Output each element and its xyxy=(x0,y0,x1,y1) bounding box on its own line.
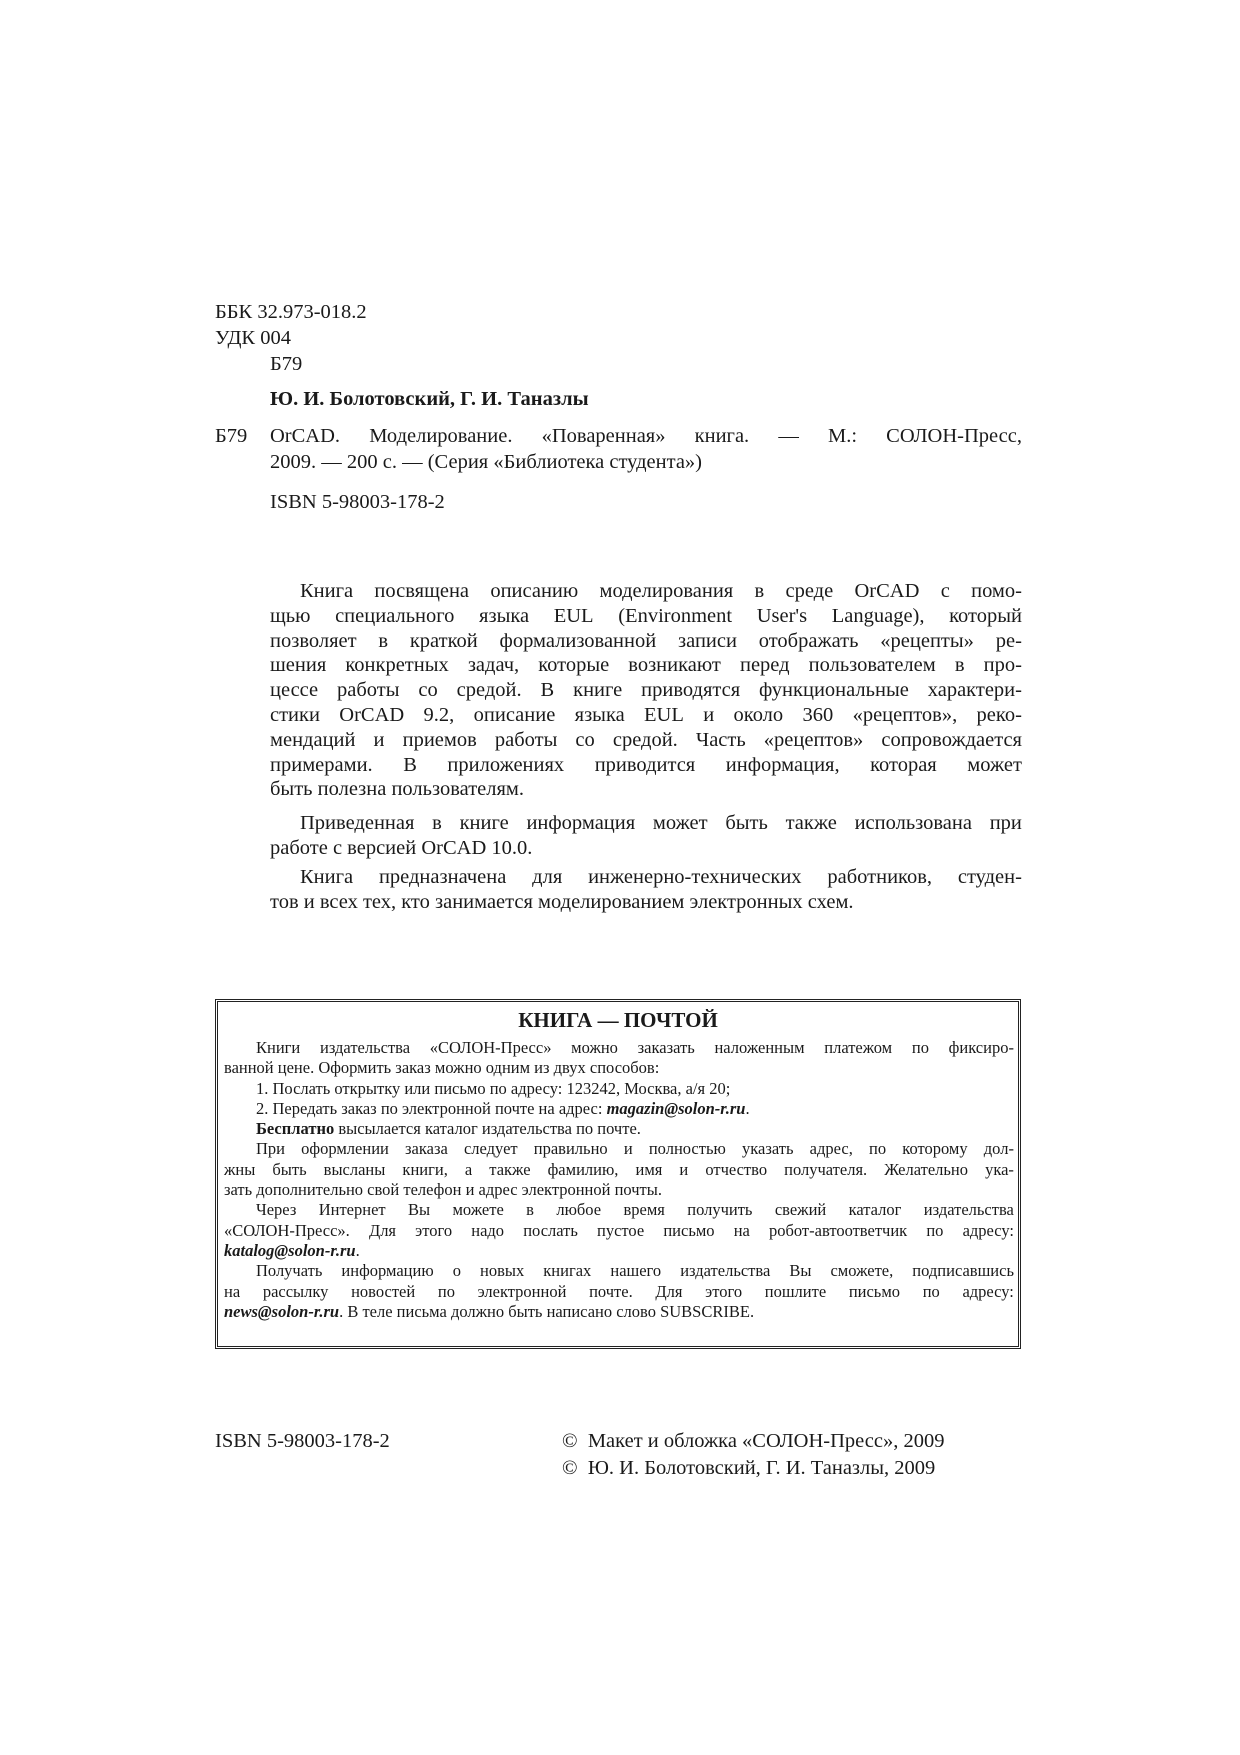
bbk-code: ББК 32.973-018.2 xyxy=(215,301,367,323)
text-line: ванной цене. Оформить заказ можно одним из двух способов: xyxy=(224,1058,660,1078)
word: моделирования xyxy=(599,580,734,602)
word: нашего xyxy=(610,1261,662,1281)
word: быть xyxy=(272,1159,307,1179)
word: и xyxy=(623,1139,633,1159)
word: EUL xyxy=(553,604,594,627)
title-word: «Поваренная» xyxy=(541,425,666,447)
footer-isbn: ISBN 5-98003-178-2 xyxy=(215,1430,390,1452)
text-line xyxy=(224,1302,1014,1322)
author-mark: Б79 xyxy=(270,353,303,375)
word: пустое xyxy=(597,1220,645,1240)
annotation-paragraph-1 xyxy=(270,579,1022,802)
word: описание xyxy=(473,703,556,726)
word: приводятся xyxy=(641,679,741,702)
book-by-mail-box xyxy=(215,999,1021,1349)
word: Получать xyxy=(256,1261,323,1281)
word: на xyxy=(224,1281,241,1301)
word: этого xyxy=(705,1281,743,1301)
word: языка xyxy=(574,703,625,726)
word: ре- xyxy=(995,629,1022,652)
word: сопровождается xyxy=(881,728,1022,751)
word: фамилию, xyxy=(547,1159,619,1179)
word: Для xyxy=(655,1281,683,1301)
word: позволяет xyxy=(270,629,357,652)
order-email-prefix: 2. Передать заказ по электронной почте на адрес: xyxy=(256,1098,603,1118)
word: имя xyxy=(635,1159,663,1179)
copyright-layout: © Макет и обложка «СОЛОН-Пресс», 2009 xyxy=(562,1430,945,1452)
word: и xyxy=(703,703,715,726)
catalog-email-end: . xyxy=(355,1240,360,1260)
authors: Ю. И. Болотовский, Г. И. Таназлы xyxy=(270,388,589,410)
text-line xyxy=(270,865,1022,890)
text-line xyxy=(224,1221,1014,1241)
word: по xyxy=(437,1281,455,1301)
word: «СОЛОН-Пресс» xyxy=(429,1038,552,1057)
word: по xyxy=(911,1038,929,1057)
bibliographic-title-line-2: 2009. — 200 с. — (Серия «Библиотека студента») xyxy=(270,451,703,473)
word: «рецептов» xyxy=(763,728,864,751)
word: заказа xyxy=(405,1139,448,1159)
word: каталог xyxy=(848,1200,902,1220)
text-line xyxy=(270,629,1022,654)
word: любое xyxy=(556,1200,602,1220)
word: в xyxy=(378,629,389,652)
word: Книги xyxy=(256,1038,301,1057)
word: Для xyxy=(368,1220,397,1240)
word: использована xyxy=(854,812,972,834)
word: около xyxy=(733,703,784,726)
word: дол- xyxy=(983,1139,1014,1159)
word: и xyxy=(679,1159,689,1179)
order-email-suffix: . xyxy=(745,1098,750,1118)
word: щью xyxy=(270,604,311,627)
word: который xyxy=(949,604,1022,627)
word: которая xyxy=(870,753,937,776)
word: следует xyxy=(463,1139,518,1159)
word: также xyxy=(785,812,837,834)
word: а xyxy=(464,1159,473,1179)
word: мендаций xyxy=(270,728,356,751)
word: цессе xyxy=(270,679,319,702)
word: пошлите xyxy=(764,1281,827,1301)
word: по xyxy=(869,1139,887,1159)
text-line xyxy=(270,678,1022,703)
entry-isbn: ISBN 5-98003-178-2 xyxy=(270,491,445,513)
word: конкретных xyxy=(345,654,449,677)
free-text: высылается каталог издательства по почте. xyxy=(334,1119,641,1139)
word: в xyxy=(754,580,765,602)
word: полностью xyxy=(648,1139,726,1159)
word: подписавшись xyxy=(912,1261,1014,1281)
word: книги, xyxy=(402,1159,448,1179)
word: OrCAD xyxy=(339,703,405,726)
word: в xyxy=(526,1200,534,1220)
word: отчество xyxy=(705,1159,768,1179)
entry-code: Б79 xyxy=(215,425,248,447)
word: жны xyxy=(224,1159,256,1179)
word: возникают xyxy=(628,654,721,677)
text-line: быть полезна пользователям. xyxy=(270,778,525,801)
word: наложенным xyxy=(714,1038,805,1057)
text-line xyxy=(224,1200,1014,1220)
word: Желательно xyxy=(884,1159,969,1179)
text-line xyxy=(224,1261,1014,1281)
title-word: М.: xyxy=(827,425,858,447)
text-line: тов и всех тех, кто занимается моделированием электронных схем. xyxy=(270,890,854,913)
word: при xyxy=(989,812,1022,834)
word: характери- xyxy=(927,679,1022,702)
word: можно xyxy=(571,1038,618,1057)
word: OrCAD xyxy=(854,580,920,602)
word: адресу: xyxy=(962,1220,1014,1240)
word: может xyxy=(652,812,708,834)
text-line xyxy=(270,728,1022,753)
word: получить xyxy=(687,1200,753,1220)
word: Вы xyxy=(408,1200,431,1220)
word: фиксиро- xyxy=(948,1038,1014,1057)
word: информация xyxy=(526,812,636,834)
word: отображать xyxy=(758,629,859,652)
word: адресу: xyxy=(962,1281,1014,1301)
word: реко- xyxy=(976,703,1022,726)
word: инженерно-технических xyxy=(588,866,802,888)
word: можете xyxy=(452,1200,504,1220)
word: «рецепты» xyxy=(880,629,974,652)
word: правильно xyxy=(533,1139,608,1159)
word: предназначена xyxy=(378,866,507,888)
word: «СОЛОН-Пресс». xyxy=(224,1220,350,1240)
word: стики xyxy=(270,703,320,726)
word: адрес, xyxy=(809,1139,853,1159)
word: Интернет xyxy=(318,1200,386,1220)
word: ука- xyxy=(985,1159,1014,1179)
word: высланы xyxy=(323,1159,386,1179)
word: задач, xyxy=(467,654,520,677)
word: издательства xyxy=(680,1261,771,1281)
box-title: КНИГА — ПОЧТОЙ xyxy=(518,1008,718,1032)
text-line xyxy=(270,604,1022,629)
text-line xyxy=(224,1282,1014,1302)
word: EUL xyxy=(644,703,684,726)
word: время xyxy=(623,1200,665,1220)
text-line xyxy=(224,1160,1014,1180)
box-text xyxy=(224,1038,1014,1322)
word: средой. xyxy=(612,728,678,751)
word: примерами. xyxy=(270,753,373,776)
word: письмо xyxy=(663,1220,715,1240)
word: о xyxy=(452,1261,461,1281)
udk-code: УДК 004 xyxy=(215,327,291,349)
word: студен- xyxy=(957,866,1022,888)
word: специального xyxy=(335,604,455,627)
text-line xyxy=(270,703,1022,728)
word: робот-автоответчик xyxy=(768,1220,908,1240)
order-email-link[interactable]: magazin@solon-r.ru xyxy=(606,1098,746,1118)
word: средой. xyxy=(456,679,522,702)
text-line xyxy=(270,579,1022,604)
text-line xyxy=(224,1038,1014,1058)
word: для xyxy=(532,866,563,888)
word: Часть xyxy=(695,728,746,751)
text-line xyxy=(224,1139,1014,1159)
text-line xyxy=(224,1099,1014,1119)
word: платежом xyxy=(824,1038,893,1057)
word: в xyxy=(954,654,965,677)
word: пользователем xyxy=(808,654,936,677)
word: которому xyxy=(902,1139,968,1159)
word: книге xyxy=(459,812,509,834)
title-word: СОЛОН-Пресс, xyxy=(886,425,1022,447)
free-label: Бесплатно xyxy=(256,1119,335,1139)
word: приводится xyxy=(594,753,696,776)
word: формализованной xyxy=(499,629,657,652)
text-line xyxy=(224,1119,1014,1139)
word: издательства xyxy=(319,1038,411,1057)
word: по xyxy=(922,1281,940,1301)
word: оформлении xyxy=(301,1139,389,1159)
word: про- xyxy=(983,654,1022,677)
word: информацию xyxy=(341,1261,434,1281)
word: User's xyxy=(756,604,808,627)
word: указать xyxy=(742,1139,794,1159)
word: «рецептов», xyxy=(852,703,958,726)
word: языка xyxy=(479,604,530,627)
word: Приведенная xyxy=(300,812,415,834)
title-word: Моделирование. xyxy=(369,425,513,447)
word: новостей xyxy=(351,1281,416,1301)
word: может xyxy=(967,753,1022,776)
word: со xyxy=(575,728,595,751)
bibliographic-title-line-1 xyxy=(270,423,1022,449)
word: и xyxy=(373,728,385,751)
word: работников, xyxy=(827,866,933,888)
word: также xyxy=(489,1159,531,1179)
word: функциональные xyxy=(759,679,909,702)
word: перед xyxy=(739,654,790,677)
word: почте. xyxy=(589,1281,633,1301)
word: быть xyxy=(725,812,768,834)
word: свежий xyxy=(774,1200,827,1220)
word: работы xyxy=(494,728,558,751)
word: описанию xyxy=(490,580,579,602)
title-word: книга. xyxy=(694,425,750,447)
word: (Environment xyxy=(618,604,733,627)
word: получателя. xyxy=(784,1159,868,1179)
word: В xyxy=(540,679,555,702)
news-email-end: . В теле письма должно быть написано слово SUBSCRIBE. xyxy=(339,1301,755,1321)
text-line xyxy=(270,811,1022,836)
word: послать xyxy=(523,1220,578,1240)
word: Через xyxy=(256,1200,297,1220)
text-line: зать дополнительно свой телефон и адрес электронной почты. xyxy=(224,1180,662,1200)
word: 9.2, xyxy=(423,703,455,726)
word: информация, xyxy=(725,753,840,776)
word: заказать xyxy=(637,1038,695,1057)
title-word: — xyxy=(778,425,799,447)
word: посвящена xyxy=(374,580,470,602)
word: краткой xyxy=(409,629,478,652)
annotation-paragraph-3 xyxy=(270,865,1022,915)
word: рассылку xyxy=(262,1281,329,1301)
copyright-authors: © Ю. И. Болотовский, Г. И. Таназлы, 2009 xyxy=(562,1457,936,1479)
title-word: OrCAD. xyxy=(270,425,341,447)
text-line: работе с версией OrCAD 10.0. xyxy=(270,836,533,859)
word: книге xyxy=(573,679,623,702)
word: 360 xyxy=(802,703,834,726)
word: В xyxy=(403,753,417,776)
word: новых xyxy=(480,1261,525,1281)
word: издательства xyxy=(923,1200,1014,1220)
word: со xyxy=(418,679,438,702)
word: сможете, xyxy=(830,1261,894,1281)
word: приложениях xyxy=(447,753,565,776)
word: которые xyxy=(538,654,610,677)
annotation-paragraph-2 xyxy=(270,811,1022,861)
word: Вы xyxy=(789,1261,812,1281)
text-line xyxy=(224,1241,1014,1261)
text-line: 1. Послать открытку или письмо по адресу: 123242, Москва, а/я 20; xyxy=(256,1078,731,1098)
word: в xyxy=(432,812,442,834)
news-email-link[interactable]: news@solon-r.ru xyxy=(224,1301,340,1321)
word: Книга xyxy=(300,580,354,602)
word: этого xyxy=(415,1220,453,1240)
catalog-email-link[interactable]: katalog@solon-r.ru xyxy=(224,1240,356,1260)
word: по xyxy=(926,1220,944,1240)
text-line xyxy=(270,653,1022,678)
word: надо xyxy=(471,1220,505,1240)
word: записи xyxy=(678,629,737,652)
text-line xyxy=(270,753,1022,778)
word: с xyxy=(940,580,950,602)
word: среде xyxy=(785,580,834,602)
word: приемов xyxy=(402,728,477,751)
word: При xyxy=(256,1139,285,1159)
word: на xyxy=(733,1220,750,1240)
word: работы xyxy=(337,679,400,702)
word: шения xyxy=(270,654,327,677)
word: Language), xyxy=(831,604,925,627)
word: письмо xyxy=(848,1281,901,1301)
word: книгах xyxy=(543,1261,592,1281)
word: Книга xyxy=(300,866,354,888)
word: помо- xyxy=(971,580,1022,602)
word: электронной xyxy=(477,1281,567,1301)
